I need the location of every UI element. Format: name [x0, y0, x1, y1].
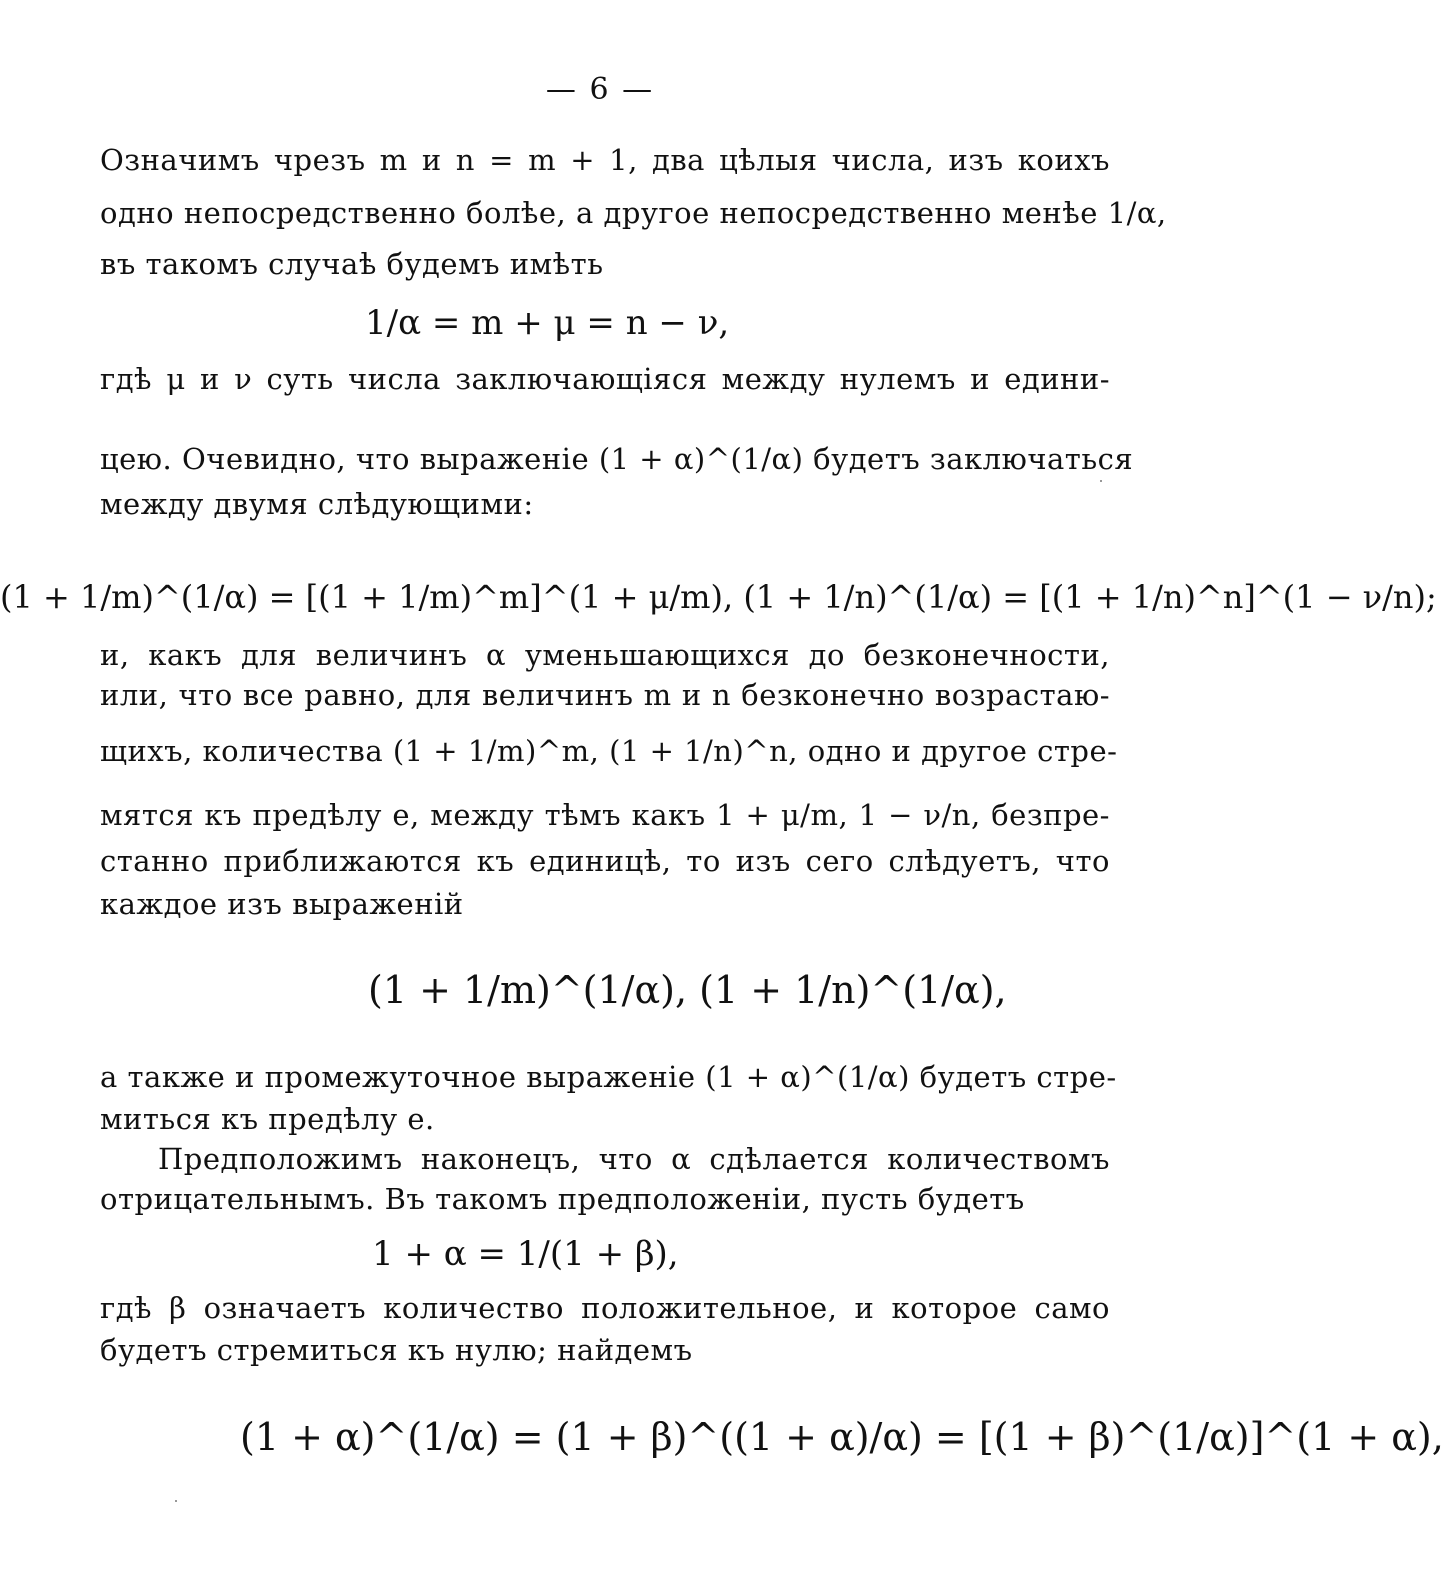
text-line: отрицательнымъ. Въ такомъ предположеніи, пусть будетъ — [100, 1182, 1025, 1216]
text-line: одно непосредственно болѣе, а другое непосредственно менѣе 1/α, — [100, 196, 1167, 230]
text-line: станно приближаются къ единицѣ, то изъ сего слѣдуетъ, что — [100, 844, 1110, 878]
text-line: Предположимъ наконецъ, что α сдѣлается количествомъ — [158, 1142, 1110, 1176]
print-speck — [175, 1500, 177, 1502]
text-line: въ такомъ случаѣ будемъ имѣть — [100, 247, 604, 281]
text-line: между двумя слѣдующими: — [100, 487, 534, 521]
text-line: Означимъ чрезъ m и n = m + 1, два цѣлыя числа, изъ коихъ — [100, 143, 1110, 177]
text-line: а также и промежуточное выраженіе (1 + α)^(1/α) будетъ стре- — [100, 1060, 1117, 1094]
text-line: каждое изъ выраженій — [100, 887, 464, 921]
text-line: щихъ, количества (1 + 1/m)^m, (1 + 1/n)^n, одно и другое стре- — [100, 734, 1118, 768]
text-line: миться къ предѣлу e. — [100, 1102, 435, 1136]
page-number: — 6 — — [545, 72, 655, 107]
text-line: мятся къ предѣлу e, между тѣмъ какъ 1 + μ/m, 1 − ν/n, безпре- — [100, 798, 1110, 832]
text-line: или, что все равно, для величинъ m и n безконечно возрастаю- — [100, 678, 1110, 712]
equation-3: (1 + 1/m)^(1/α), (1 + 1/n)^(1/α), — [368, 968, 1007, 1012]
equation-5: (1 + α)^(1/α) = (1 + β)^((1 + α)/α) = [(1 + β)^(1/α)]^(1 + α), — [240, 1415, 1444, 1459]
text-line: будетъ стремиться къ нулю; найдемъ — [100, 1333, 693, 1367]
equation-1: 1/α = m + μ = n − ν, — [365, 303, 730, 343]
text-line: гдѣ μ и ν суть числа заключающіяся между нулемъ и едини- — [100, 362, 1110, 396]
equation-2: (1 + 1/m)^(1/α) = [(1 + 1/m)^m]^(1 + μ/m), (1 + 1/n)^(1/α) = [(1 + 1/n)^n]^(1 − ν/n); — [0, 578, 1437, 616]
print-speck — [1100, 480, 1102, 482]
equation-4: 1 + α = 1/(1 + β), — [372, 1234, 679, 1274]
text-line: и, какъ для величинъ α уменьшающихся до безконечности, — [100, 638, 1110, 672]
text-line: цею. Очевидно, что выраженіе (1 + α)^(1/α) будетъ заключаться — [100, 442, 1134, 476]
text-line: гдѣ β означаетъ количество положительное, и которое само — [100, 1291, 1110, 1325]
